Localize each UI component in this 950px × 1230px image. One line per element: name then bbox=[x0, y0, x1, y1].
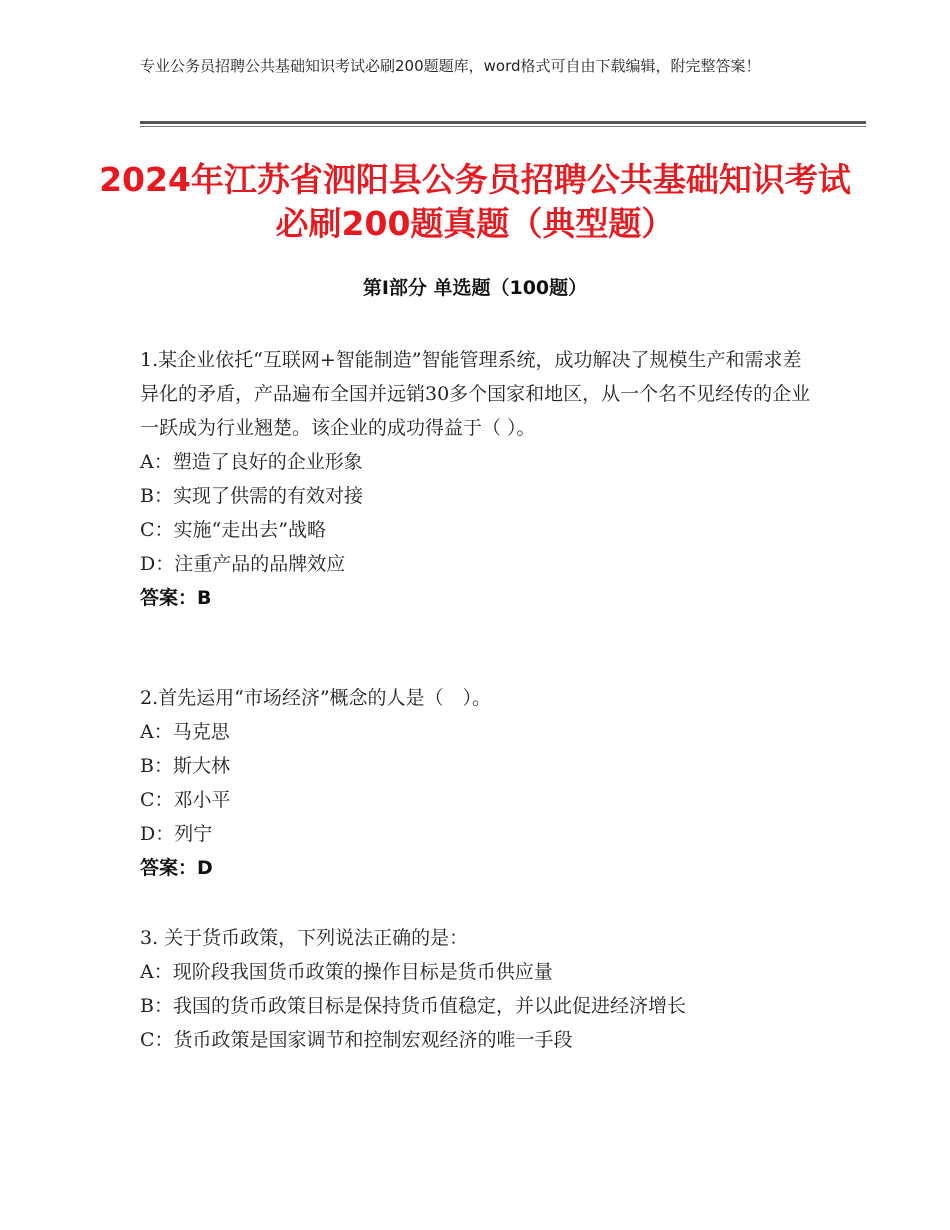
answer-line: 答案：D bbox=[140, 857, 213, 879]
option-b: B：我国的货币政策目标是保持货币值稳定，并以此促进经济增长 bbox=[140, 995, 686, 1017]
question-1 bbox=[140, 343, 820, 615]
header-note: 专业公务员招聘公共基础知识考试必刷200题题库，word格式可自由下载编辑，附完整答案！ bbox=[140, 57, 761, 75]
option-a: A：塑造了良好的企业形象 bbox=[140, 451, 363, 473]
option-a: A：马克思 bbox=[140, 721, 230, 743]
option-a: A：现阶段我国货币政策的操作目标是货币供应量 bbox=[140, 961, 553, 983]
header-rule-thick bbox=[140, 121, 866, 124]
header-rule-thin bbox=[140, 126, 866, 127]
option-b: B：实现了供需的有效对接 bbox=[140, 485, 363, 507]
section-heading: 第Ⅰ部分 单选题（100题） bbox=[362, 277, 588, 299]
question-stem: 3. 关于货币政策，下列说法正确的是： bbox=[140, 927, 469, 949]
option-c: C：邓小平 bbox=[140, 789, 231, 811]
option-d: D：列宁 bbox=[140, 823, 213, 845]
answer-line: 答案：B bbox=[140, 587, 212, 609]
question-stem: 2.首先运用“市场经济”概念的人是（ ）。 bbox=[140, 687, 492, 709]
question-3 bbox=[140, 921, 820, 1057]
document-title: 2024年江苏省泗阳县公务员招聘公共基础知识考试必刷200题真题（典型题） bbox=[99, 160, 851, 243]
option-c: C：实施“走出去”战略 bbox=[140, 519, 326, 541]
option-c: C：货币政策是国家调节和控制宏观经济的唯一手段 bbox=[140, 1029, 573, 1051]
question-2 bbox=[140, 681, 820, 885]
option-b: B：斯大林 bbox=[140, 755, 230, 777]
question-stem: 1.某企业依托“互联网+智能制造”智能管理系统，成功解决了规模生产和需求差异化的矛盾，产品遍布全国并远销30多个国家和地区，从一个名不见经传的企业一跃成为行业翘楚。该企业的成功得益于（ ）。 bbox=[140, 349, 811, 439]
option-d: D：注重产品的品牌效应 bbox=[140, 553, 346, 575]
